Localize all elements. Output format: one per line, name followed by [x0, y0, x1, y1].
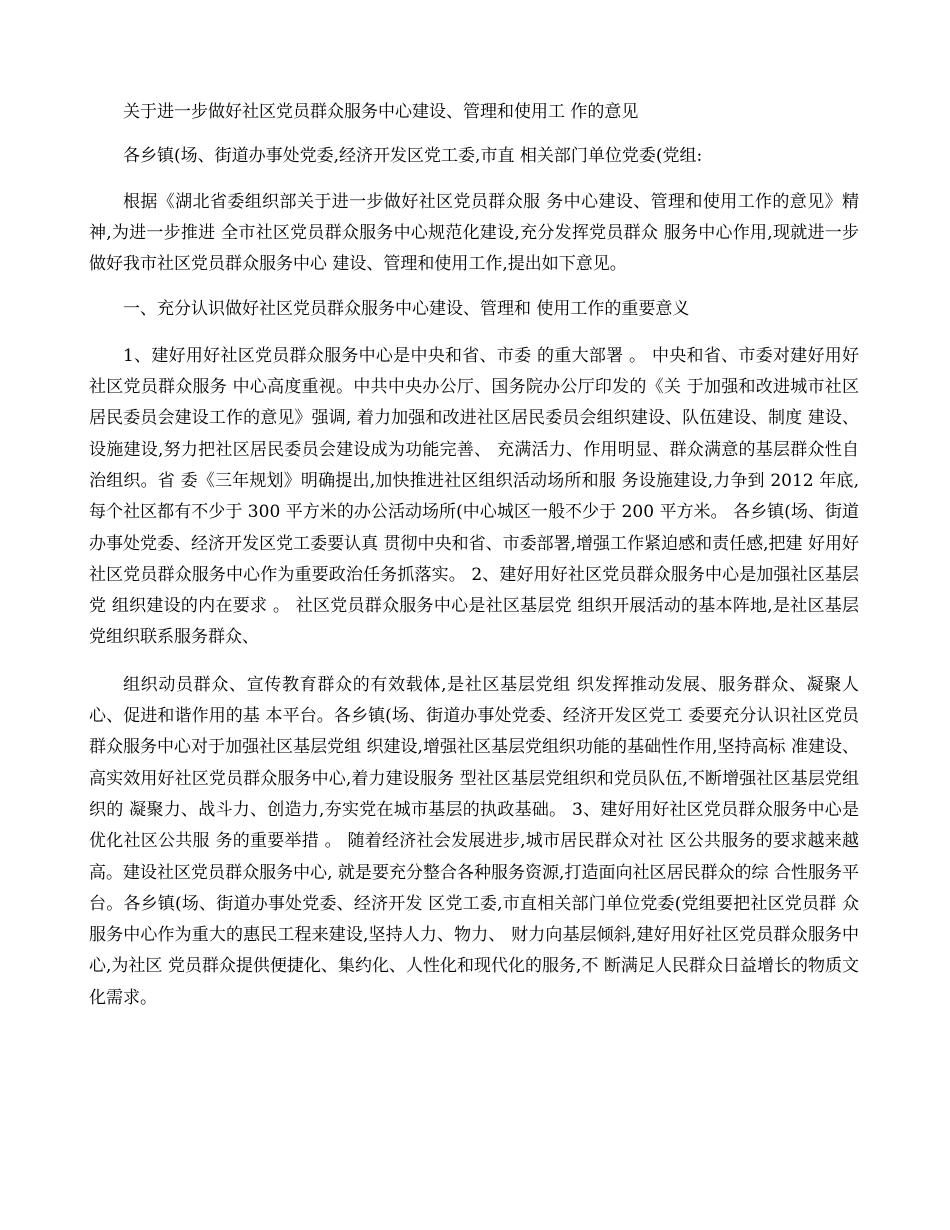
document-title: 关于进一步做好社区党员群众服务中心建设、管理和使用工 作的意见 [123, 102, 639, 122]
document-page [89, 97, 859, 1014]
paragraph-intro: 根据《湖北省委组织部关于进一步做好社区党员群众服 务中心建设、管理和使用工作的意见》精神,为进一步推进 全市社区党员群众服务中心规范化建设,充分发挥党员群众 服务中心作用,现就进一步做好我市社区党员群众服务中心 建设、管理和使用工作,提出如下意见。 [89, 191, 859, 275]
paragraph-section-1-part-2: 组织动员群众、宣传教育群众的有效载体,是社区基层党组 织发挥推动发展、服务群众、凝聚人心、促进和谐作用的基 本平台。各乡镇(场、街道办事处党委、经济开发区党工 委要充分认识社区党员群众服务中心对于加强社区基层党组 织建设,增强社区基层党组织功能的基础性作用,坚持高标 准建设、高实效用好社区党员群众服务中心,着力建设服务 型社区基层党组织和党员队伍,不断增强社区基层党组织的 凝聚力、战斗力、创造力,夯实党在城市基层的执政基础。 3、建好用好社区党员群众服务中心是优化社区公共服 务的重要举措 。 随着经济社会发展进步,城市居民群众对社 区公共服务的要求越来越高。建设社区党员群众服务中心, 就是要充分整合各种服务资源,打造面向社区居民群众的综 合性服务平台。各乡镇(场、街道办事处党委、经济开发 区党工委,市直相关部门单位党委(党组要把社区党员群 众服务中心作为重大的惠民工程来建设,坚持人力、物力、 财力向基层倾斜,建好用好社区党员群众服务中心,为社区 党员群众提供便捷化、集约化、人性化和现代化的服务,不 断满足人民群众日益增长的物质文化需求。 [89, 674, 859, 1008]
document-salutation: 各乡镇(场、街道办事处党委,经济开发区党工委,市直 相关部门单位党委(党组: [123, 146, 703, 167]
paragraph-section-1-part-1: 1、建好用好社区党员群众服务中心是中央和省、市委 的重大部署 。 中央和省、市委对建好用好社区党员群众服务 中心高度重视。中共中央办公厅、国务院办公厅印发的《关 于加强和改进城市社区居民委员会建设工作的意见》强调, 着力加强和改进社区居民委员会组织建设、队伍建设、制度 建设、设施建设,努力把社区居民委员会建设成为功能完善、 充满活力、作用明显、群众满意的基层群众性自治组织。省 委《三年规划》明确提出,加快推进社区组织活动场所和服 务设施建设,力争到 2012 年底,每个社区都有不少于 300 平方米的办公活动场所(中心城区一般不少于 200 平方米。 各乡镇(场、街道办事处党委、经济开发区党工委要认真 贯彻中央和省、市委部署,增强工作紧迫感和责任感,把建 好用好社区党员群众服务中心作为重要政治任务抓落实。 2、建好用好社区党员群众服务中心是加强社区基层党 组织建设的内在要求 。 社区党员群众服务中心是社区基层党 组织开展活动的基本阵地,是社区基层党组织联系服务群众、 [89, 345, 859, 648]
section-heading-1: 一、充分认识做好社区党员群众服务中心建设、管理和 使用工作的重要意义 [123, 299, 690, 320]
